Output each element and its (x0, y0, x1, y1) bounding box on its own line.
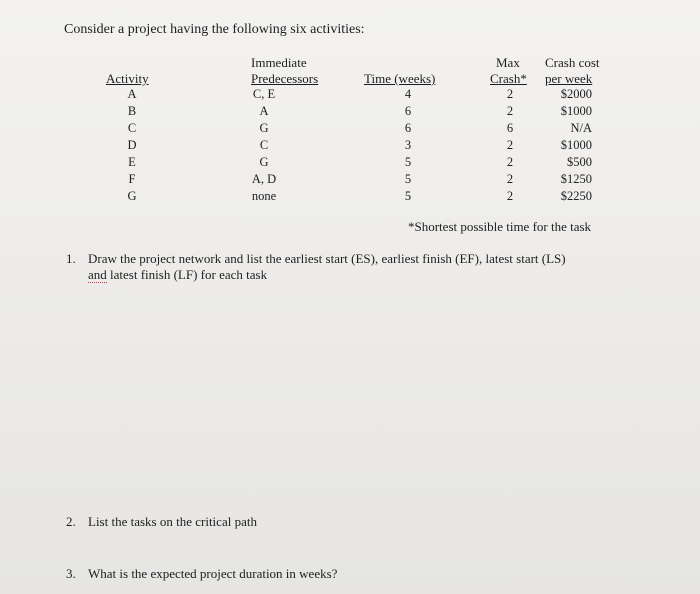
question-text: Draw the project network and list the earliest start (ES), earliest finish (EF), latest start (LS) (88, 251, 566, 266)
cell-crash-cost: $500 (567, 155, 592, 169)
question-number: 1. (66, 251, 76, 266)
question-2 (66, 514, 257, 530)
question-3 (66, 566, 337, 582)
cell-crash-cost: N/A (570, 121, 592, 135)
column-time (396, 86, 420, 205)
question-text: List the tasks on the critical path (88, 514, 257, 529)
column-max-crash (498, 86, 522, 205)
cell-activity: C (127, 121, 137, 135)
cell-activity: B (127, 104, 137, 118)
header-predecessors-line2: Predecessors (251, 71, 319, 86)
cell-predecessors: A, D (251, 172, 277, 186)
cell-crash-cost: $2000 (560, 87, 592, 101)
cell-predecessors: A (259, 104, 269, 118)
cell-time: 5 (404, 155, 412, 169)
header-cost-line1: Crash cost (545, 55, 600, 70)
header-cost-line2: per week (545, 71, 593, 86)
cell-predecessors: C, E (252, 87, 276, 101)
cell-predecessors: G (259, 155, 269, 169)
cell-time: 5 (404, 189, 412, 203)
cell-activity: F (128, 172, 136, 186)
header-predecessors-line1: Immediate (251, 55, 307, 70)
column-predecessors (240, 86, 288, 205)
cell-max-crash: 2 (506, 172, 514, 186)
question-text: What is the expected project duration in weeks? (88, 566, 338, 581)
cell-activity: A (127, 87, 137, 101)
header-time: Time (weeks) (364, 71, 436, 86)
cell-max-crash: 6 (506, 121, 514, 135)
cell-time: 5 (404, 172, 412, 186)
cell-crash-cost: $1250 (560, 172, 592, 186)
cell-max-crash: 2 (506, 189, 514, 203)
intro-text: Consider a project having the following six activities: (64, 22, 365, 37)
cell-crash-cost: $1000 (560, 104, 592, 118)
cell-activity: G (127, 189, 137, 203)
question-number: 2. (66, 514, 76, 529)
cell-predecessors: none (251, 189, 277, 203)
cell-crash-cost: $2250 (560, 189, 592, 203)
header-activity: Activity (106, 71, 149, 86)
cell-time: 3 (404, 138, 412, 152)
cell-time: 6 (404, 104, 412, 118)
cell-time: 6 (404, 121, 412, 135)
cell-time: 4 (404, 87, 412, 101)
cell-max-crash: 2 (506, 155, 514, 169)
cell-crash-cost: $1000 (560, 138, 592, 152)
cell-max-crash: 2 (506, 87, 514, 101)
cell-predecessors: G (259, 121, 269, 135)
question-1 (66, 251, 686, 283)
footnote: *Shortest possible time for the task (408, 219, 592, 234)
column-activity (118, 86, 146, 205)
question-text: and (88, 267, 107, 282)
header-max-line1: Max (496, 55, 520, 70)
cell-activity: D (127, 138, 137, 152)
header-max-line2: Crash* (490, 71, 527, 86)
column-crash-cost (540, 86, 592, 205)
question-text: latest finish (LF) for each task (106, 267, 268, 282)
cell-activity: E (128, 155, 136, 169)
question-number: 3. (66, 566, 76, 581)
cell-max-crash: 2 (506, 138, 514, 152)
cell-max-crash: 2 (506, 104, 514, 118)
cell-predecessors: C (259, 138, 269, 152)
